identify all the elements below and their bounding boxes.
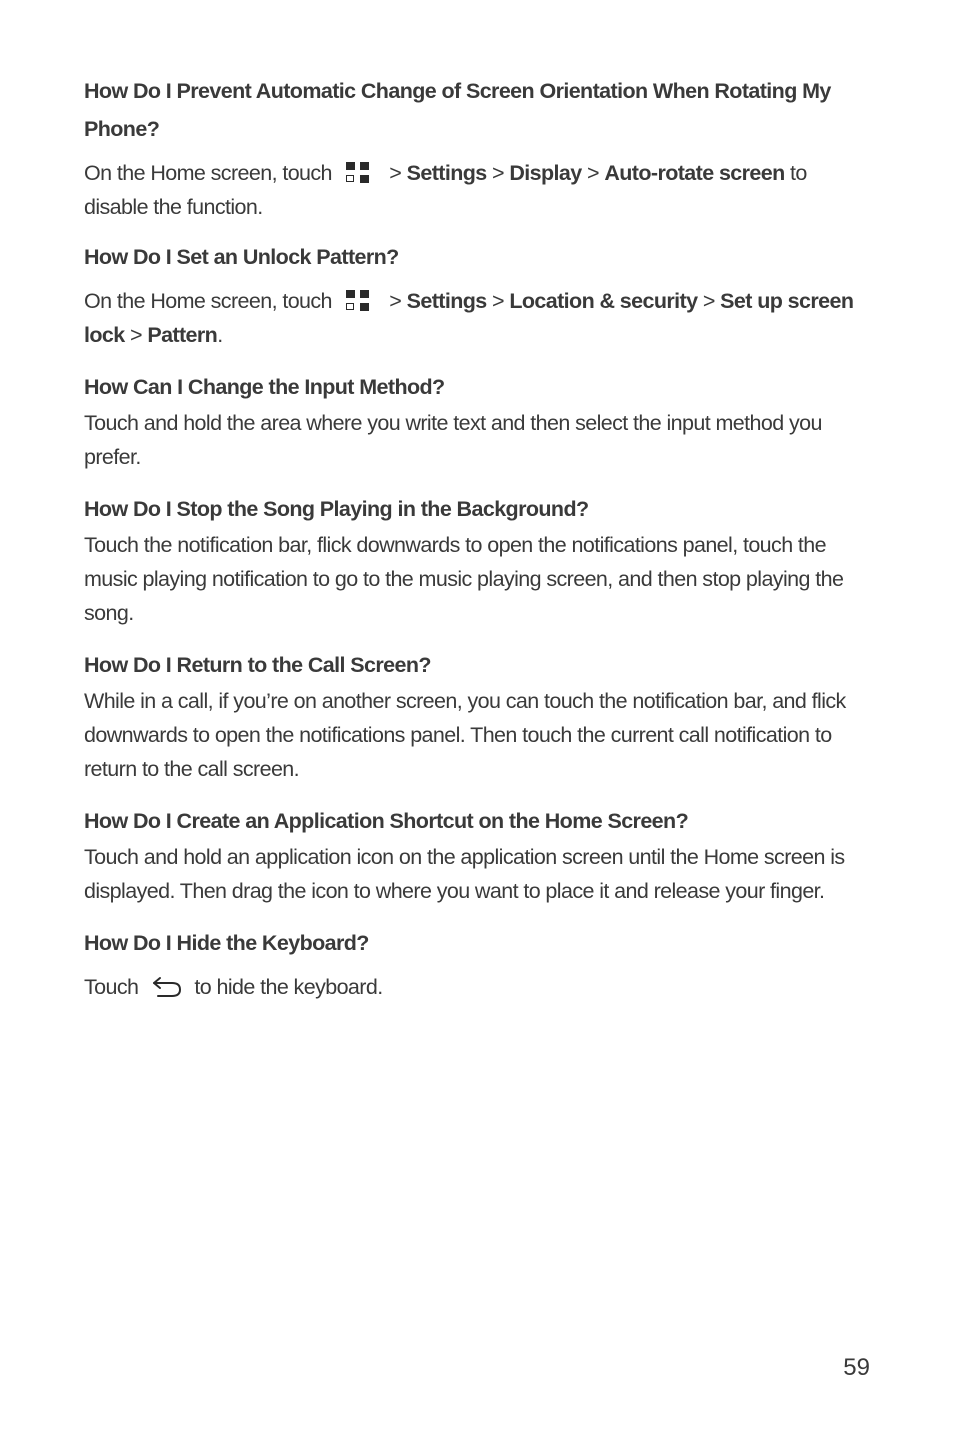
faq-question: How Do I Prevent Automatic Change of Screen Orientation When Rotating My Phone? (84, 79, 831, 141)
faq-answer: While in a call, if you’re on another screen, you can touch the notification bar, and flick downwards to open the notifications panel. Then touch the current call notification to return to the call screen. (84, 689, 846, 781)
answer-text: Touch (84, 975, 139, 999)
answer-separator: > (486, 161, 510, 185)
faq-question: How Do I Create an Application Shortcut on the Home Screen? (84, 809, 689, 833)
page-number: 59 (843, 1354, 870, 1381)
answer-text: to disable the function. (84, 161, 807, 219)
back-icon (150, 975, 184, 999)
answer-separator: > (486, 289, 510, 313)
answer-separator: > (383, 161, 407, 185)
answer-separator: > (124, 323, 148, 347)
faq-question: How Do I Return to the Call Screen? (84, 653, 431, 677)
menu-step-screen-lock: Set up screen lock (84, 289, 854, 347)
menu-step-settings: Settings (406, 289, 487, 313)
faq-answer: Touch the notification bar, flick downwards to open the notifications panel, touch the music playing notification to go to the music playing screen, and then stop playing the song. (84, 533, 844, 625)
menu-step-pattern: Pattern (147, 323, 218, 347)
faq-question: How Can I Change the Input Method? (84, 375, 445, 399)
faq-page (84, 72, 870, 1004)
faq-answer: Touch and hold an application icon on the application screen until the Home screen is displayed. Then drag the icon to where you want to place it and release your finger. (84, 845, 845, 903)
answer-text: . (217, 323, 223, 347)
answer-separator: > (697, 289, 721, 313)
apps-grid-icon (346, 290, 370, 312)
menu-step-settings: Settings (406, 161, 487, 185)
faq-answer (84, 970, 870, 1004)
answer-text: On the Home screen, touch (84, 289, 332, 313)
faq-answer (84, 284, 870, 352)
menu-step-location-security: Location & security (509, 289, 698, 313)
answer-text: to hide the keyboard. (194, 975, 383, 999)
faq-question: How Do I Hide the Keyboard? (84, 931, 369, 955)
faq-question: How Do I Stop the Song Playing in the Background? (84, 497, 589, 521)
faq-answer: Touch and hold the area where you write text and then select the input method you prefer. (84, 411, 822, 469)
faq-question: How Do I Set an Unlock Pattern? (84, 245, 399, 269)
answer-separator: > (581, 161, 605, 185)
menu-step-auto-rotate: Auto-rotate screen (604, 161, 785, 185)
answer-text: On the Home screen, touch (84, 161, 332, 185)
answer-separator: > (383, 289, 407, 313)
menu-step-display: Display (509, 161, 582, 185)
apps-grid-icon (346, 162, 370, 184)
faq-answer (84, 156, 870, 224)
